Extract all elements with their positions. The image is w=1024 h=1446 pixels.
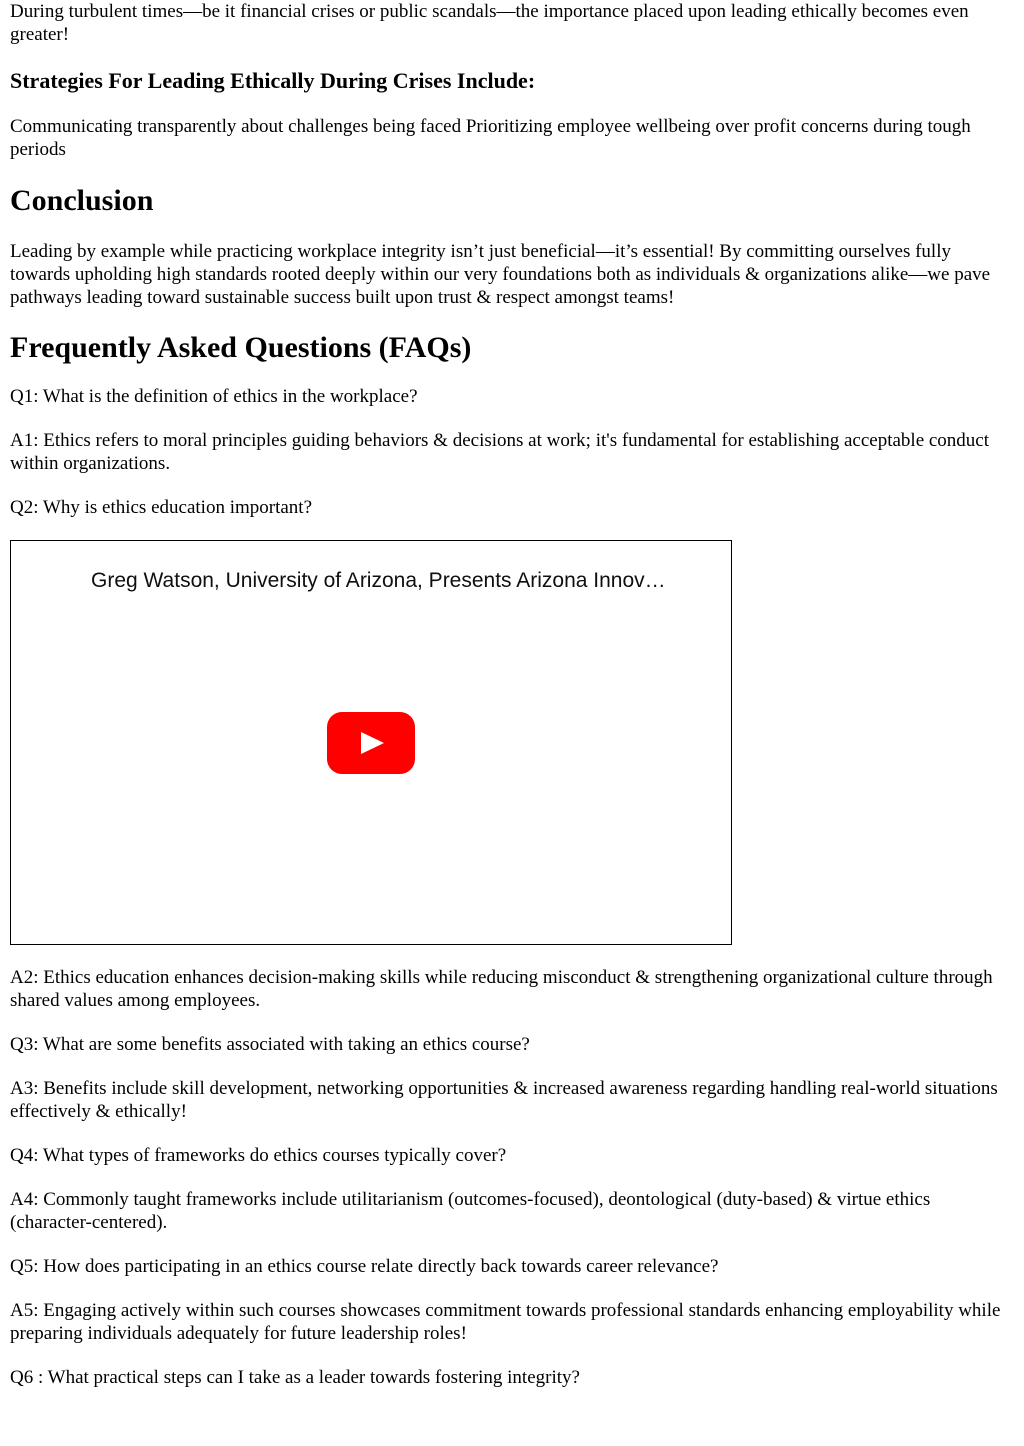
strategies-heading: Strategies For Leading Ethically During Crises Include: — [10, 68, 536, 93]
faq-question-4: Q4: What types of frameworks do ethics courses typically cover? — [10, 1145, 507, 1166]
faq-question-3: Q3: What are some benefits associated with taking an ethics course? — [10, 1034, 530, 1055]
faq-answer-5: A5: Engaging actively within such courses showcases commitment towards professional standards enhancing employability while preparing individuals adequately for future leadership roles! — [10, 1300, 1001, 1344]
strategies-paragraph: Communicating transparently about challenges being faced Prioritizing employee wellbeing over profit concerns during tough periods — [10, 116, 971, 160]
faq-question-2: Q2: Why is ethics education important? — [10, 497, 312, 518]
faq-heading: Frequently Asked Questions (FAQs) — [10, 331, 472, 364]
faq-answer-1: A1: Ethics refers to moral principles guiding behaviors & decisions at work; it's fundamental for establishing acceptable conduct within organizations. — [10, 430, 990, 474]
video-title-link[interactable]: Greg Watson, University of Arizona, Presents Arizona Innov… — [91, 569, 666, 592]
faq-question-6: Q6 : What practical steps can I take as a leader towards fostering integrity? — [10, 1367, 580, 1388]
faq-answer-2: A2: Ethics education enhances decision-making skills while reducing misconduct & strengthening organizational culture through shared values among employees. — [10, 967, 993, 1011]
youtube-play-icon[interactable] — [327, 712, 415, 774]
faq-answer-4: A4: Commonly taught frameworks include utilitarianism (outcomes-focused), deontological (duty-based) & virtue ethics (character-centered). — [10, 1189, 931, 1233]
faq-answer-3: A3: Benefits include skill development, networking opportunities & increased awareness regarding handling real-world situations effectively & ethically! — [10, 1078, 998, 1122]
youtube-play-button-graphic — [327, 712, 415, 774]
faq-question-5: Q5: How does participating in an ethics course relate directly back towards career relevance? — [10, 1256, 719, 1277]
intro-paragraph: During turbulent times—be it financial crises or public scandals—the importance placed upon leading ethically becomes even greater! — [10, 1, 969, 45]
faq-question-1: Q1: What is the definition of ethics in the workplace? — [10, 386, 418, 407]
article-content — [10, 0, 1014, 1389]
video-embed[interactable] — [10, 540, 732, 945]
conclusion-paragraph: Leading by example while practicing workplace integrity isn’t just beneficial—it’s essential! By committing ourselves fully towards upholding high standards rooted deeply within our very foundations both as individuals & organizations alike—we pave pathways leading toward sustainable success built upon trust & respect amongst teams! — [10, 241, 991, 308]
conclusion-heading: Conclusion — [10, 184, 154, 217]
